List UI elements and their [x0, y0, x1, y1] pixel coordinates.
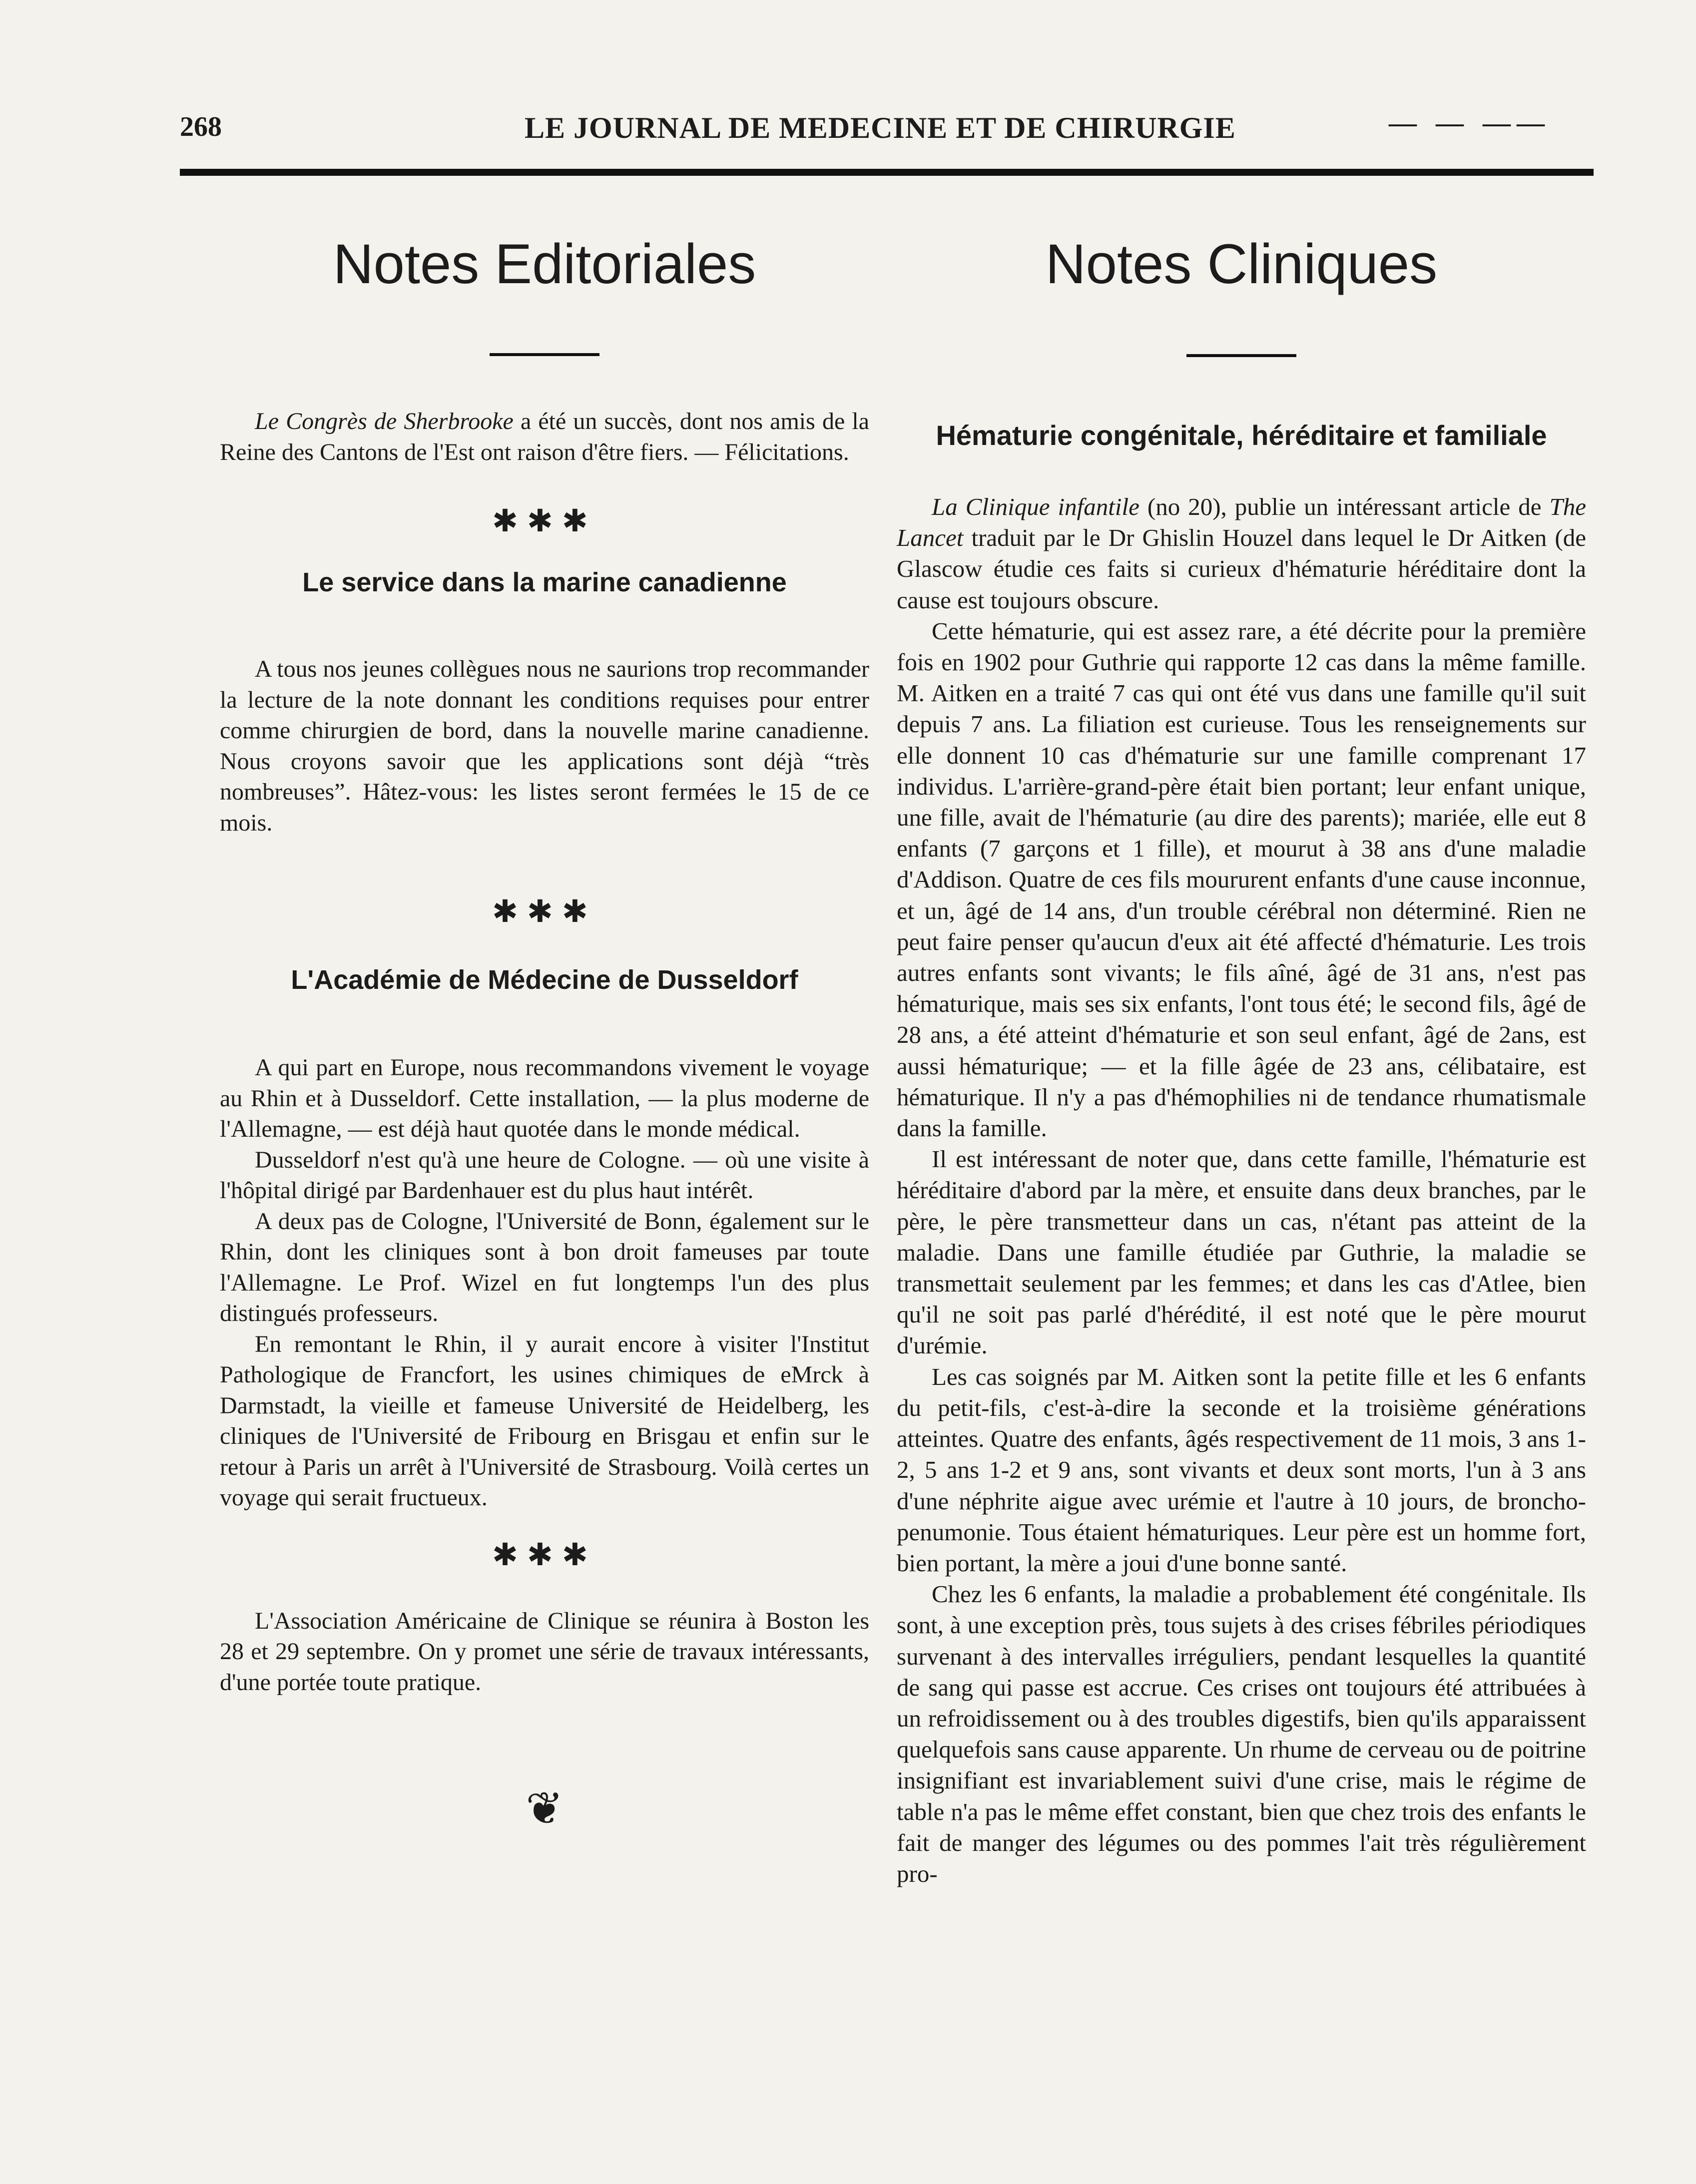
header-marks: — — —— [1389, 107, 1551, 138]
title-underline [1186, 354, 1296, 357]
article-heading: Hématurie congénitale, héréditaire et familiale [936, 420, 1547, 451]
left-column [220, 220, 869, 1835]
association-paragraph: L'Association Américaine de Clinique se réunira à Boston les 28 et 29 septembre. On y promet une série de travaux intéressants, d'une portée toute pratique. [220, 1607, 869, 1696]
section-separator: ✱✱✱ [492, 1536, 597, 1573]
page-number: 268 [180, 111, 222, 142]
intro-text: a été un succès, dont nos amis de la Reine des Cantons de l'Est ont raison d'être fiers. — Félicitations. [220, 408, 869, 465]
article-paragraph: Il est intéressant de noter que, dans cette famille, l'hématurie est héréditaire d'abord par la mère, et ensuite dans deux branches, par le père, le père transmetteur dans un cas, n'étant pas atteint de la maladie. Dans une famille étudiée par Guthrie, la maladie se transmettait seulement par les femmes; et dans les cas d'Atlee, bien qu'il ne soit pas parlé d'hérédité, il est noté que le père mourut d'urémie. [897, 1145, 1586, 1359]
journal-title: LE JOURNAL DE MEDECINE ET DE CHIRURGIE [525, 111, 1236, 144]
dusseldorf-paragraph: Dusseldorf n'est qu'à une heure de Cologne. — où une visite à l'hôpital dirigé par Bardenhauer est du plus haut intérêt. [220, 1146, 869, 1204]
section-heading-dusseldorf: L'Académie de Médecine de Dusseldorf [291, 965, 798, 995]
header-rule [180, 169, 1594, 176]
article-paragraph: Chez les 6 enfants, la maladie a probablement été congénitale. Ils sont, à une exception près, tous sujets à des crises fébriles périodiques survenant à des intervalles irréguliers, pendant lesquelles la quantité de sang qui passe est accrue. Ces crises ont toujours été attribuées à un refroidissement ou à des troubles digestifs, bien qu'ils apparaissent quelquefois sans cause apparente. Un rhume de cerveau ou de poitrine insignifiant est invariablement suivi d'une crise, mais le régime de table n'a pas le même effet constant, bien que chez trois des enfants le fait de manger des légumes ou des pommes l'ait très régulièrement pro- [897, 1580, 1586, 1887]
article-body [897, 491, 1586, 1889]
section-heading-marine: Le service dans la marine canadienne [302, 567, 787, 597]
column-title-cliniques: Notes Cliniques [1045, 233, 1438, 295]
dusseldorf-paragraph: En remontant le Rhin, il y aurait encore à visiter l'Institut Pathologique de Francfort, les usines chimiques de eMrck à Darmstadt, la vieille et fameuse Université de Heidelberg, les cliniques de l'Université de Fribourg en Brisgau et enfin sur le retour à Paris un arrêt à l'Université de Strasbourg. Voilà certes un voyage qui serait fructueux. [220, 1330, 869, 1511]
intro-paragraph [220, 406, 869, 467]
intro-italic: Le Congrès de Sherbrooke [255, 408, 514, 435]
right-column [897, 220, 1586, 1889]
fleuron-ornament: ❦ [526, 1782, 564, 1835]
article-paragraph: La Clinique infantile (no 20), publie un intéressant article de The Lancet traduit par le Dr Ghislin Houzel dans lequel le Dr Aitken (de Glascow étudie ces faits si curieux d'hématurie héréditaire dont la cause est toujours obscure. [897, 493, 1587, 614]
article-paragraph: Cette hématurie, qui est assez rare, a été décrite pour la première fois en 1902 pour Guthrie qui rapporte 12 cas dans la même famille. M. Aitken en a traité 7 cas qui ont été vus dans une famille qu'il suit depuis 7 ans. La filiation est curieuse. Tous les renseignements sur elle donnent 10 cas d'hématurie sur une famille comprenant 17 individus. L'arrière-grand-père était bien portant; leur enfant unique, une fille, avait de l'hématurie (au dire des parents); mariée, elle eut 8 enfants (7 garçons et 1 fille), et mourut à 38 ans d'une maladie d'Addison. Quatre de ces fils moururent enfants d'une cause inconnue, et un, âgé de 14 ans, d'un trouble cérébral non déterminé. Rien ne peut faire penser qu'aucun d'eux ait été affecté d'hématurie. Les trois autres enfants sont vivants; le fils aîné, âgé de 31 ans, n'est pas hématurique, mais ses six enfants, l'ont tous été; le second fils, âgé de 28 ans, a été atteint d'hématurie et son seul enfant, âgé de 2ans, est aussi hématurique; — et la fille âgée de 23 ans, célibataire, est hématurique. Il n'y a pas d'hémophilies ni de tendance rhumatismale dans la famille. [897, 617, 1586, 1142]
source-title: La Clinique infantile [932, 493, 1139, 520]
section-separator: ✱✱✱ [492, 502, 597, 539]
column-title-editoriales: Notes Editoriales [333, 233, 756, 295]
dusseldorf-paragraph: A deux pas de Cologne, l'Université de Bonn, également sur le Rhin, dont les cliniques sont à bon droit fameuses par toute l'Allemagne. Le Prof. Wizel en fut longtemps l'un des plus distingués professeurs. [220, 1208, 869, 1326]
lancet-title: The Lancet [897, 493, 1587, 552]
marine-paragraph: A tous nos jeunes collègues nous ne saurions trop recommander la lecture de la note donnant les conditions requises pour entrer comme chirurgien de bord, dans la nouvelle marine canadienne. Nous croyons savoir que les applications sont déjà “très nombreuses”. Hâtez-vous: les listes seront fermées le 15 de ce mois. [220, 656, 869, 836]
section-separator: ✱✱✱ [492, 893, 597, 929]
title-underline [490, 353, 599, 356]
page-header [180, 107, 1594, 151]
dusseldorf-body [220, 1052, 869, 1513]
dusseldorf-paragraph: A qui part en Europe, nous recommandons vivement le voyage au Rhin et à Dusseldorf. Cette installation, — la plus moderne de l'Allemagne, — est déjà haut quotée dans le monde médical. [220, 1054, 869, 1142]
article-paragraph: Les cas soignés par M. Aitken sont la petite fille et les 6 enfants du petit-fils, c'est-à-dire la seconde et la troisième générations atteintes. Quatre des enfants, âgés respectivement de 11 mois, 3 ans 1-2, 5 ans 1-2 et 9 ans, sont vivants et deux sont morts, l'un à 3 ans d'une néphrite aigue avec urémie et l'autre à 10 jours, de broncho-penumonie. Tous étaient hématuriques. Leur père est un homme fort, bien portant, la mère a joui d'une bonne santé. [897, 1362, 1586, 1577]
